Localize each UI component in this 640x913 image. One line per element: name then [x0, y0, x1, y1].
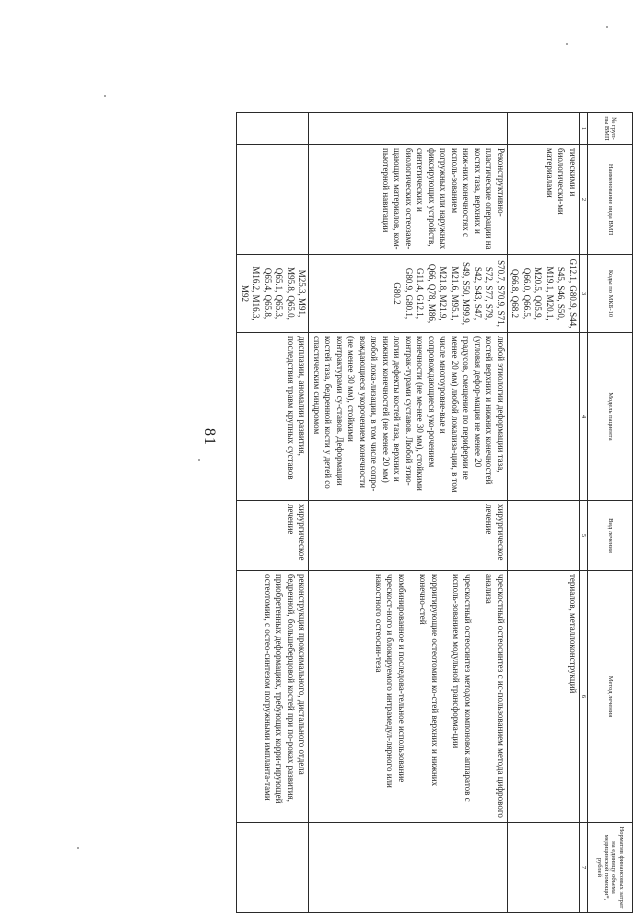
method-cell: реконструкция проксимального, дистального отдела бедренной, большеберцовой костей при по-роках развития, приобретенных деформациях, требующих корри-гирующей остеотомии, с остео-синтезом погружными импланта-тами: [237, 571, 309, 823]
header-row: [588, 113, 633, 913]
column-number: 7: [580, 823, 588, 913]
column-number-row: [580, 113, 588, 913]
name-cell: тическими и биологически-ми материалами: [507, 145, 579, 255]
scan-speck: [566, 43, 568, 45]
group-cell: [309, 113, 508, 145]
table-row: [507, 113, 579, 913]
column-number: 1: [580, 113, 588, 145]
column-number: 4: [580, 333, 588, 501]
header-codes: Коды по МКБ-10: [588, 255, 633, 333]
name-cell: Реконструктивно-пластические операции на костях таза, верхних и ниж-них конечностях с исполь-зованием погружных или наружных фиксирующих устройств, синтетических и биологических остеозаме-щающих материалов, ком-пьютерной навигации: [309, 145, 508, 255]
scan-speck: [198, 459, 200, 461]
method-item: корригирующие остеотомии ко-стей верхних и нижних конечно-стей: [418, 574, 440, 787]
method-item: чрескостный остеосинтез с ис-пользованием метода цифрового анализа: [484, 574, 506, 818]
scan-speck: [77, 847, 79, 849]
header-cost: Норматив финансовых затрат на единицу объема медицинской помощи*, рублей: [588, 823, 633, 913]
model-cell: дисплазии, аномалии развития, последствия травм крупных суставов: [237, 333, 309, 501]
model-cell: [507, 333, 579, 501]
method-cell: териалов, металлоконструкций: [507, 571, 579, 823]
treatment-type-cell: хирургическое лечение: [309, 501, 508, 571]
header-treatment-type: Вид лечения: [588, 501, 633, 571]
cost-cell: [507, 823, 579, 913]
table-row: [309, 113, 508, 913]
header-model: Модель пациента: [588, 333, 633, 501]
group-cell: [237, 113, 309, 145]
method-item: комбинированное и последова-тельное использование чрескост-ного и блокируемого интрамедул-лярного или накостного остеосин-теза: [373, 574, 407, 788]
scan-speck: [104, 95, 106, 97]
column-number: 5: [580, 501, 588, 571]
codes-cell: M25.3, M91, M95.8, Q65.0, Q65.1, Q65.3, Q65.4, Q65.8, M16.2, M16.3, M92: [237, 255, 309, 333]
cost-cell: [237, 823, 309, 913]
header-method: Метод лечения: [588, 571, 633, 823]
model-cell: любой этиологии деформации таза, костей верхних и нижних конечностей (угловая дефор-мация не менее 20 градусов, смещение по периферии не менее 20 мм) любой локализа-ции, в том числе многоуровне-вые и сопровождающиеся уко-рочением конечности (не ме-нее 30 мм), стойкими контрак-турами суставов. Любой этио-логии дефекты костей таза, верхних и нижних конечностей (не менее 20 мм) любой лока-лизации, в том числе сопро-вождающиеся укорочением конечности (не менее 30 мм), стойкими контрактурами су-ставов. Деформации костей таза, бедренной кости у детей со спастическим синдромом: [309, 333, 508, 501]
column-number: 6: [580, 571, 588, 823]
page-number: 81: [201, 428, 218, 446]
cost-cell: [309, 823, 508, 913]
name-cell: [237, 145, 309, 255]
method-cell: [309, 571, 508, 823]
method-item: чрескостный остеосинтез методом компоновок аппаратов с исполь-зованием модульной трансформа-ции: [451, 574, 473, 802]
treatment-type-cell: [507, 501, 579, 571]
treatment-type-cell: хирургическое лечение: [237, 501, 309, 571]
scan-speck: [606, 26, 608, 28]
codes-cell: S70.7, S70.9, S71, S72, S77, S79, S42, S43, S47, S49, S50, M99.9, M21.6, M95.1, M21.8, M21.9, Q66, Q78, M86, G11.4, G12.1, G80.9, G80.1, G80.2: [309, 255, 508, 333]
header-group: № груп- пы ВМП: [588, 113, 633, 145]
header-name: Наименование вида ВМП: [588, 145, 633, 255]
column-number: 3: [580, 255, 588, 333]
vmp-table: [236, 112, 633, 913]
group-cell: [507, 113, 579, 145]
rotated-table-container: [127, 112, 633, 912]
column-number: 2: [580, 145, 588, 255]
table-row: [237, 113, 309, 913]
codes-cell: G12.1, G80.9, S44, S45, S46, S50, M19.1, M20.1, M20.5, Q05.9, Q66.0, Q66.5, Q66.8, Q68.2: [507, 255, 579, 333]
